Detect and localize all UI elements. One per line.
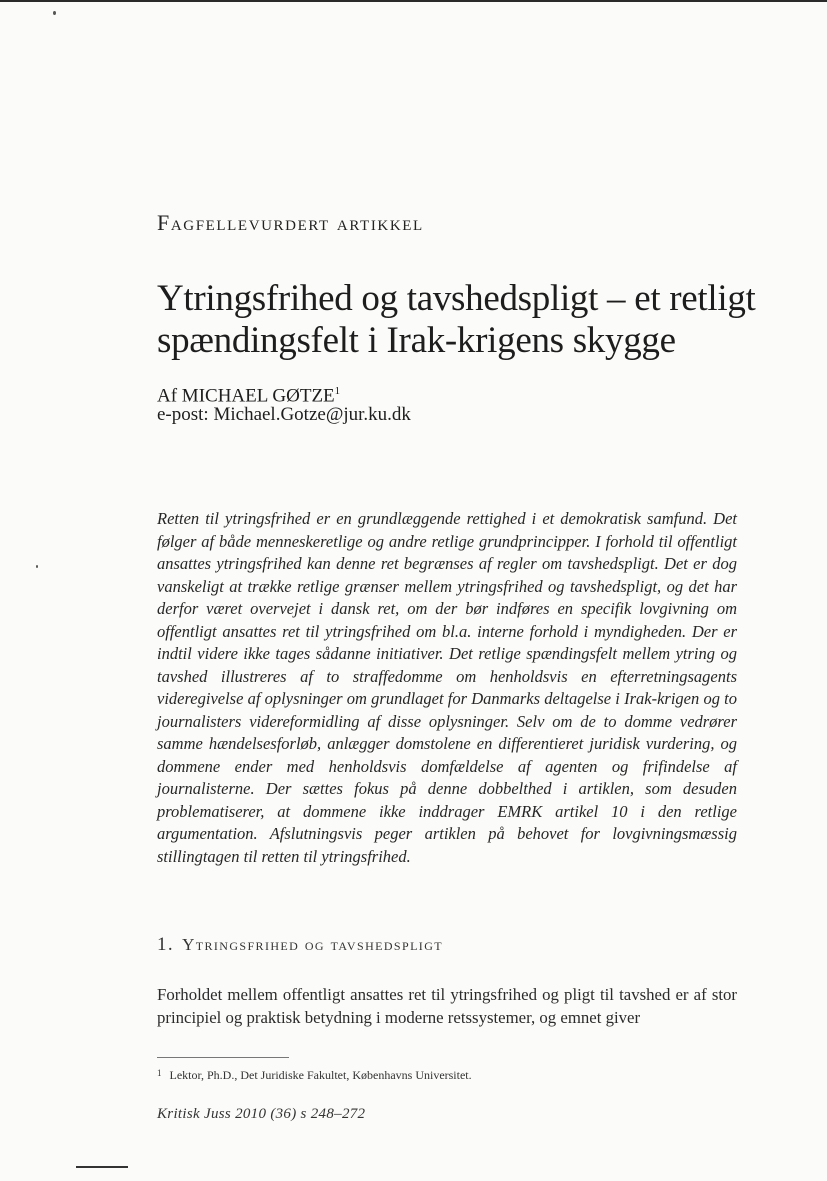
section-number: 1. — [157, 934, 175, 955]
author-name: Af MICHAEL GØTZE — [157, 385, 335, 407]
scan-speck — [53, 11, 56, 15]
footnote — [157, 1068, 472, 1083]
article-title — [157, 278, 797, 362]
author-email[interactable]: e-post: Michael.Gotze@jur.ku.dk — [157, 404, 411, 425]
footnote-mark: 1 — [157, 1068, 162, 1078]
footnote-divider — [157, 1057, 289, 1058]
title-line-2: spændingsfelt i Irak-krigens skygge — [157, 320, 676, 361]
abstract-paragraph: Retten til ytringsfrihed er en grundlæggende rettighed i et demokratisk samfund. Det følger af både menneskeretlige og andre retlige grundprincipper. I forhold til offentligt ansattes ytringsfrihed kan denne ret begrænses af regler om tavshedspligt. Det er dog vanskeligt at trække retlige grænser mellem ytringsfrihed og tavshedspligt, og det har derfor været overvejet i dansk ret, om der bør indføres en specifik lovgivning om offentligt ansattes ret til ytringsfrihed om bl.a. interne forhold i myndigheden. Der er indtil videre ikke tages sådanne initiativer. Det retlige spændingsfelt mellem ytring og tavshed illustreres af to straffedomme om henholdsvis en efterretningsagents videregivelse af oplysninger om grundlaget for Danmarks deltagelse i Irak-krigen og to journalisters videreformidling af disse oplysninger. Selv om de to domme vedrører samme hændelsesforløb, anlægger domstolene en differentieret juridisk vurdering, og dommene ender med henholdsvis domfældelse af agenten og frifindelse af journalisterne. Der sættes fokus på denne dobbelthed i artiklen, som desuden problematiserer, at dommene ikke inddrager EMRK artikel 10 i den retlige argumentation. Afslutningsvis peger artiklen på behovet for lovgivningsmæssig stillingtagen til retten til ytringsfrihed. — [157, 509, 737, 866]
scan-speck — [36, 565, 38, 568]
title-line-1: Ytringsfrihed og tavshedspligt – et retligt — [157, 278, 756, 319]
body-paragraph: Forholdet mellem offentligt ansattes ret til ytringsfrihed og pligt til tavshed er af stor principiel og praktisk betydning i moderne retssystemer, og emnet giver — [157, 985, 737, 1027]
journal-reference: Kritisk Juss 2010 (36) s 248–272 — [157, 1106, 366, 1122]
author-footnote-mark[interactable]: 1 — [334, 385, 341, 397]
section-heading — [157, 934, 443, 956]
article-type-label: Fagfellevurdert artikkel — [157, 210, 424, 235]
top-edge-rule — [0, 0, 827, 2]
section-title: Ytringsfrihed og tavshedspligt — [182, 935, 444, 954]
bottom-edge-rule — [76, 1166, 128, 1168]
footnote-text: Lektor, Ph.D., Det Juridiske Fakultet, Københavns Universitet. — [169, 1068, 472, 1082]
